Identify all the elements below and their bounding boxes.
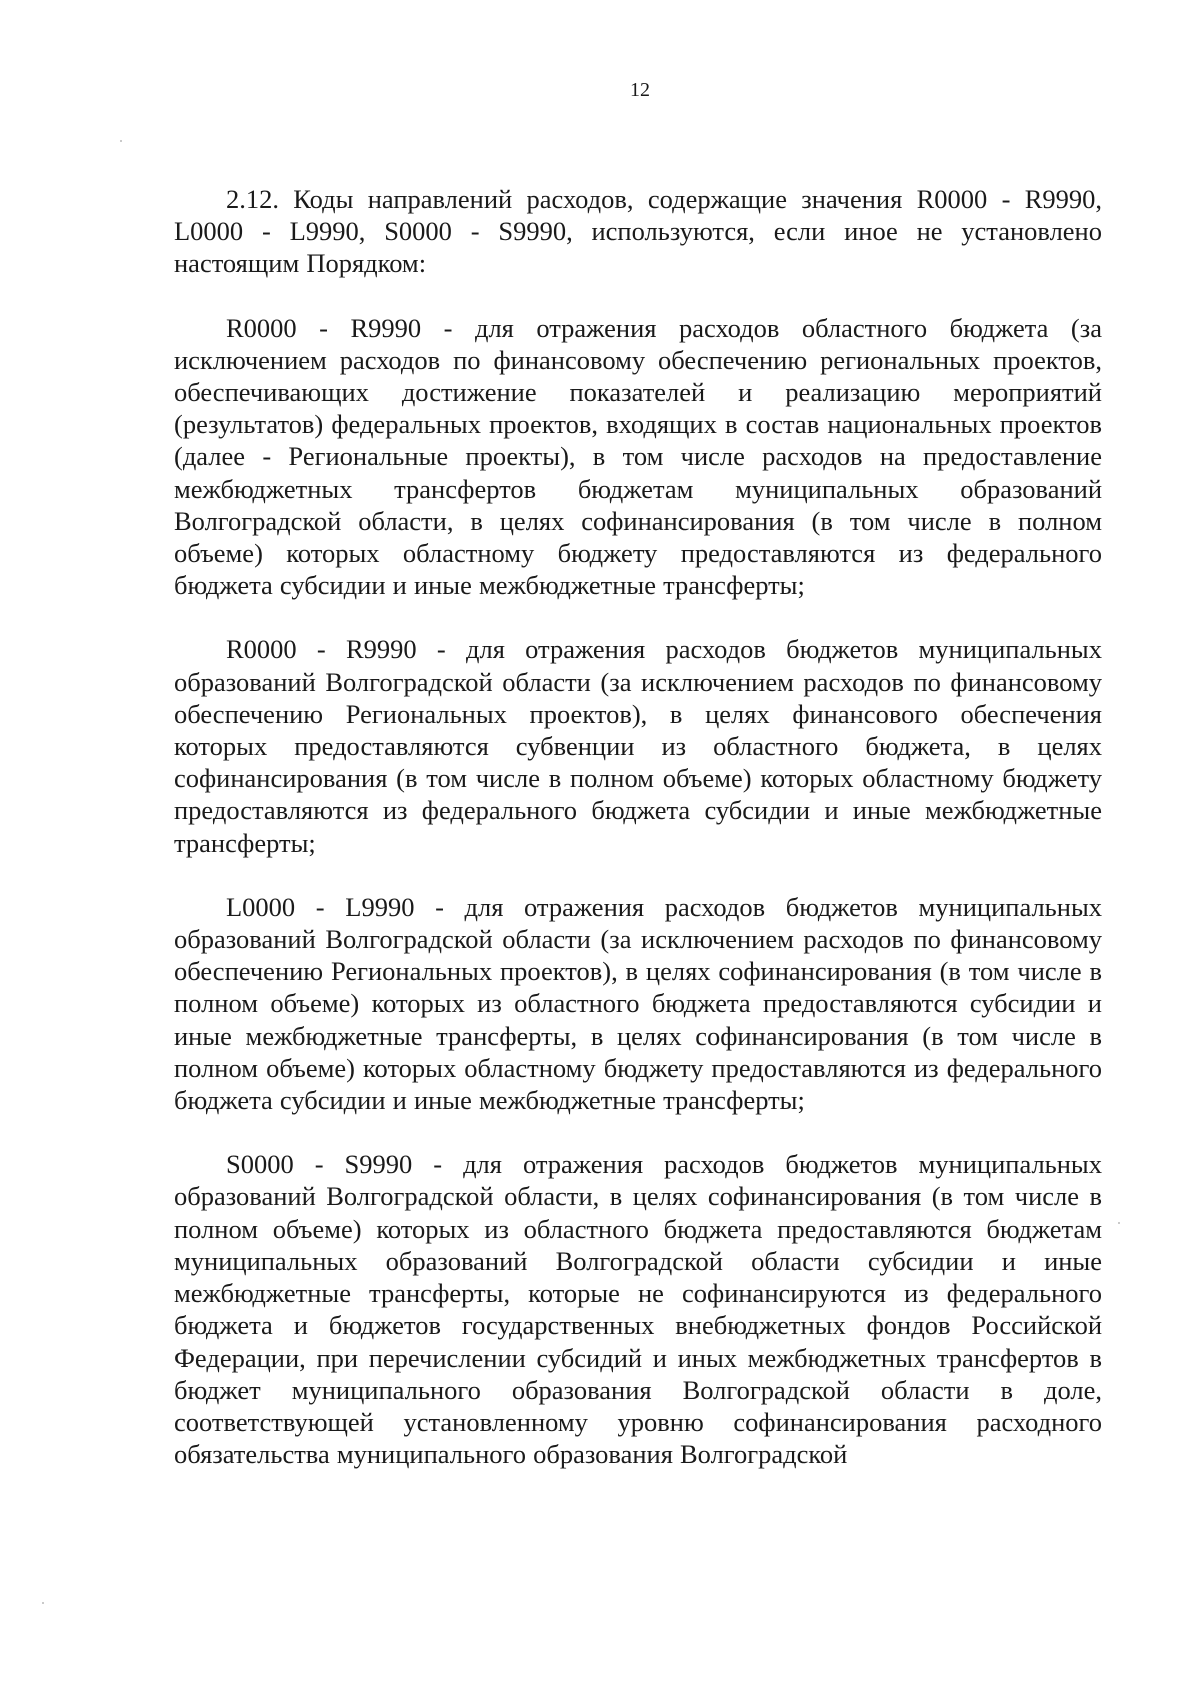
paragraph-s-codes: S0000 - S9990 - для отражения расходов бюджетов муниципальных образований Волгоградской области, в целях софинансирования (в том числе в полном объеме) которых из областного бюджета предоставляются бюджетам муниципальных образований Волгоградской области субсидии и иные межбюджетные трансферты, которые не софинансируются из федерального бюджета и бюджетов государственных внебюджетных фондов Российской Федерации, при перечислении субсидий и иных межбюджетных трансфертов в бюджет муниципального образования Волгоградской области в доле, соответствующей установленному уровню софинансирования расходного обязательства муниципального образования Волгоградской — [174, 1149, 1102, 1470]
paragraph-2-12-intro: 2.12. Коды направлений расходов, содержащие значения R0000 - R9990, L0000 - L9990, S0000 - S9990, используются, если иное не установлено настоящим Порядком: — [174, 184, 1102, 279]
paragraph-l-codes: L0000 - L9990 - для отражения расходов бюджетов муниципальных образований Волгоградской области (за исключением расходов по финансовому обеспечению Региональных проектов), в целях софинансирования (в том числе в полном объеме) которых из областного бюджета предоставляются субсидии и иные межбюджетные трансферты, в целях софинансирования (в том числе в полном объеме) которых областному бюджету предоставляются из федерального бюджета субсидии и иные межбюджетные трансферты; — [174, 891, 1102, 1116]
document-body — [174, 183, 1102, 1470]
scan-speck — [120, 140, 122, 142]
paragraph-r-codes-municipal-budgets: R0000 - R9990 - для отражения расходов бюджетов муниципальных образований Волгоградской области (за исключением расходов по финансовому обеспечению Региональных проектов), в целях финансового обеспечения которых предоставляются субвенции из областного бюджета, в целях софинансирования (в том числе в полном объеме) которых областному бюджету предоставляются из федерального бюджета субсидии и иные межбюджетные трансферты; — [174, 634, 1102, 858]
paragraph-r-codes-regional-budget: R0000 - R9990 - для отражения расходов областного бюджета (за исключением расходов по финансовому обеспечению региональных проектов, обеспечивающих достижение показателей и реализацию мероприятий (результатов) федеральных проектов, входящих в состав национальных проектов (далее - Региональные проекты), в том числе расходов на предоставление межбюджетных трансфертов бюджетам муниципальных образований Волгоградской области, в целях софинансирования (в том числе в полном объеме) которых областному бюджету предоставляются из федерального бюджета субсидии и иные межбюджетные трансферты; — [174, 312, 1102, 601]
scan-speck — [1118, 1222, 1120, 1224]
scan-speck — [42, 1602, 44, 1604]
page-number: 12 — [630, 79, 650, 101]
